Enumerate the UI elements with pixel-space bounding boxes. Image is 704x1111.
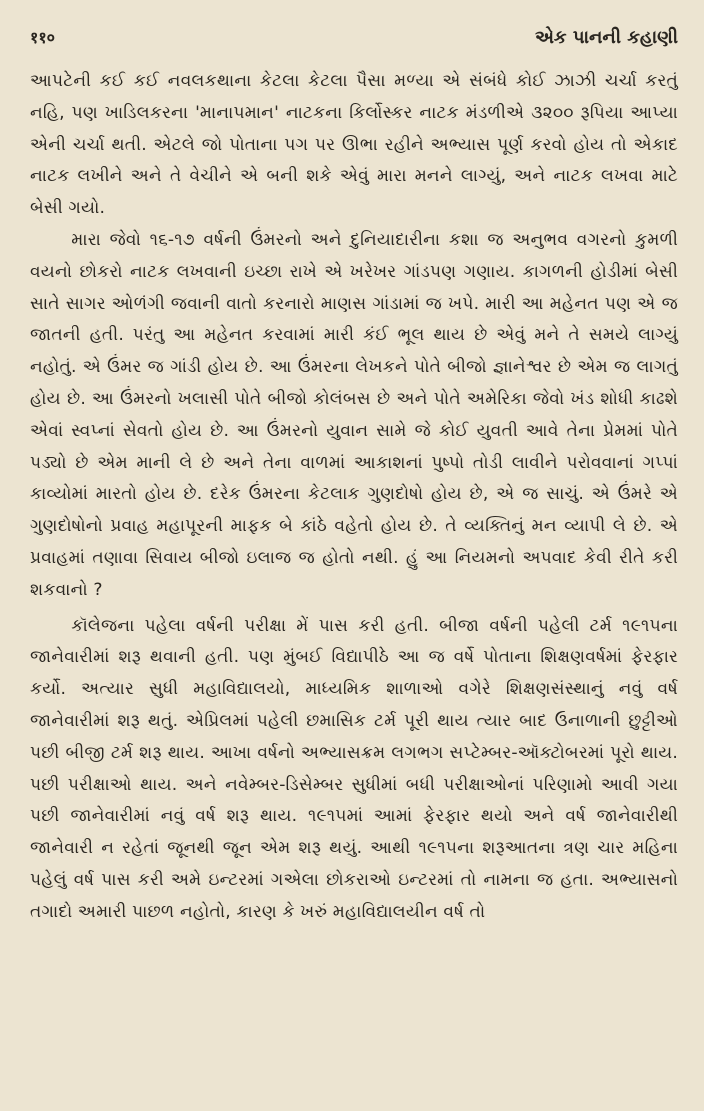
running-title: એક પાનની કહાણી <box>534 27 678 48</box>
page-number: ११० <box>30 28 55 47</box>
paragraph-1: આપટેની કઈ કઈ નવલકથાના કેટલા કેટલા પૈસા મળ્યા એ સંબંધે કોઈ ઝાઝી ચર્ચા કરતું નહિ, પણ ખાડિલકરના 'માનાપમાન' નાટકના કિર્લોસ્કર નાટક મંડળીએ ૩૨૦૦ રૂપિયા આપ્યા એની ચર્ચા થતી. એટલે જો પોતાના પગ પર ઊભા રહીને અભ્યાસ પૂર્ણ કરવો હોય તો એકાદ નાટક લખીને અને તે વેચીને એ બની શકે એવું મારા મનને લાગ્યું, અને નાટક લખવા માટે બેસી ગયો. <box>30 71 678 219</box>
page-header <box>30 26 678 58</box>
paragraph-2: મારા જેવો ૧૬-૧૭ વર્ષની ઉંમરનો અને દુનિયાદારીના કશા જ અનુભવ વગરનો કુમળી વયનો છોકરો નાટક લખવાની ઇચ્છા રાખે એ ખરેખર ગાંડપણ ગણાય. કાગળની હોડીમાં બેસી સાતે સાગર ઓળંગી જવાની વાતો કરનારો માણસ ગાંડામાં જ ખપે. મારી આ મહેનત પણ એ જ જાતની હતી. પરંતુ આ મહેનત કરવામાં મારી કંઈ ભૂલ થાય છે એવું મને તે સમયે લાગ્યું નહોતું. એ ઉંમર જ ગાંડી હોય છે. આ ઉંમરના લેખકને પોતે બીજો જ્ઞાનેશ્વર છે એમ જ લાગતું હોય છે. આ ઉંમરનો ખલાસી પોતે બીજો કોલંબસ છે અને પોતે અમેરિકા જેવો ખંડ શોધી કાઢશે એવાં સ્વપ્નાં સેવતો હોય છે. આ ઉંમરનો યુવાન સામે જે કોઈ યુવતી આવે તેના પ્રેમમાં પોતે પડ્યો છે એમ માની લે છે અને તેના વાળમાં આકાશનાં પુષ્પો તોડી લાવીને પરોવવાનાં ગપ્પાં કાવ્યોમાં મારતો હોય છે. દરેક ઉંમરના કેટલાક ગુણદોષો હોય છે, એ જ સાચું. એ ઉંમરે એ ગુણદોષોનો પ્રવાહ મહાપૂરની માફક બે કાંઠે વહેતો હોય છે. તે વ્યક્તિનું મન વ્યાપી લે છે. એ પ્રવાહમાં તણાવા સિવાય બીજો ઇલાજ જ હોતો નથી. હું આ નિયમનો અપવાદ કેવી રીતે કરી શકવાનો ? <box>30 229 678 600</box>
paragraph-3: કૉલેજના પહેલા વર્ષની પરીક્ષા મેં પાસ કરી હતી. બીજા વર્ષની પહેલી ટર્મ ૧૯૧૫ના જાનેવારીમાં શરૂ થવાની હતી. પણ મુંબઈ વિદ્યાપીઠે આ જ વર્ષે પોતાના શિક્ષણવર્ષમાં ફેરફાર કર્યો. અત્યાર સુધી મહાવિદ્યાલયો, માધ્યમિક શાળાઓ વગેરે શિક્ષણસંસ્થાનું નવું વર્ષ જાનેવારીમાં શરૂ થતું. એપ્રિલમાં પહેલી છમાસિક ટર્મ પૂરી થાય ત્યાર બાદ ઉનાળાની છુટ્ટીઓ પછી બીજી ટર્મ શરૂ થાય. આખા વર્ષનો અભ્યાસક્રમ લગભગ સપ્ટેમ્બર-ઑક્ટોબરમાં પૂરો થાય. પછી પરીક્ષાઓ થાય. અને નવેમ્બર-ડિસેમ્બર સુધીમાં બધી પરીક્ષાઓનાં પરિણામો આવી ગયા પછી જાનેવારીમાં નવું વર્ષ શરૂ થાય. ૧૯૧૫માં આમાં ફેરફાર થયો અને વર્ષ જાનેવારીથી જાનેવારી ન રહેતાં જૂનથી જૂન એમ શરૂ થયું. આથી ૧૯૧૫ના શરૂઆતના ત્રણ ચાર મહિના પહેલું વર્ષ પાસ કરી અમે ઇન્ટરમાં ગએલા છોકરાઓ ઇન્ટરમાં તો નામના જ હતા. અભ્યાસનો તગાદો અમારી પાછળ નહોતો, કારણ કે ખરું મહાવિદ્યાલયીન વર્ષ તો <box>30 615 678 922</box>
page-body <box>30 66 678 929</box>
